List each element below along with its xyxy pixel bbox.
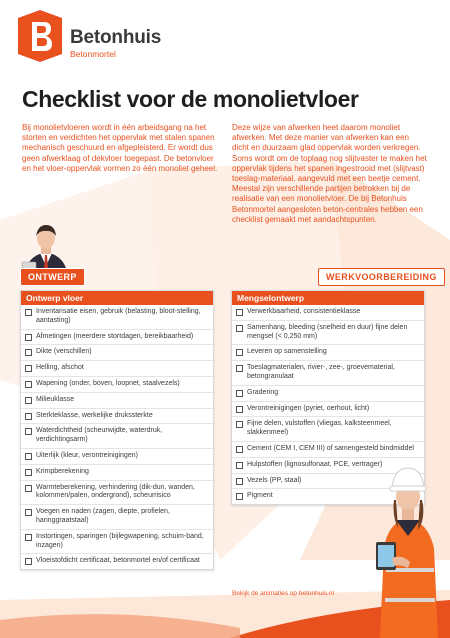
checklist-item[interactable]: [21, 392, 213, 408]
checklist-item[interactable]: [232, 344, 424, 360]
checkbox[interactable]: [25, 309, 32, 316]
checkbox[interactable]: [25, 558, 32, 565]
checklist-item-label: Vezels (PP, staal): [247, 476, 302, 484]
checklist-item-label: Vloeistofdicht certificaat, betonmortel en/of certificaat: [36, 557, 200, 565]
checklist-item[interactable]: [21, 464, 213, 480]
checkbox[interactable]: [25, 413, 32, 420]
checklist-item[interactable]: [21, 423, 213, 448]
checklist-item[interactable]: [232, 305, 424, 320]
checklist-item-label: Krimpberekening: [36, 467, 89, 475]
checklist-item-label: Instortingen, sparingen (bijlegwapening, schuim-band, inzagen): [36, 532, 204, 549]
checkbox[interactable]: [236, 309, 243, 316]
checklist-item[interactable]: [21, 344, 213, 360]
checkbox[interactable]: [236, 446, 243, 453]
checklist-item-label: Waterdichtheid (scheurwijdte, waterdruk, verdichtingsarm): [36, 427, 163, 444]
checkbox[interactable]: [25, 397, 32, 404]
checkbox[interactable]: [25, 428, 32, 435]
checklist-item[interactable]: [21, 448, 213, 464]
checklist-item[interactable]: [232, 401, 424, 417]
checklist-ontwerp-vloer: [20, 290, 214, 570]
checkbox[interactable]: [25, 381, 32, 388]
checkbox[interactable]: [236, 478, 243, 485]
checklist-item-label: Afmetingen (meerdere stortdagen, bereikbaarheid): [36, 332, 194, 340]
checklist-heading: Ontwerp vloer: [21, 291, 213, 305]
betonhuis-logo-icon: [18, 10, 62, 62]
checkbox[interactable]: [236, 365, 243, 372]
intro-left: Bij monolietvloeren wordt in één arbeidsgang na het storten en verdichten het oppervlak met stalen spanen mechanisch geschuurd en afgepleisterd. Er wordt dus geen afwerklaag of dekvloer toegepast. De betonvloer en het vloer-oppervlak vormen zo één monoliet geheel.: [22, 123, 218, 173]
checklist-item-label: Milieuklasse: [36, 395, 75, 403]
checklist-item-label: Fijne delen, vulstoffen (vliegas, kalksteenmeel, slakkenmeel): [247, 420, 392, 437]
checkbox[interactable]: [236, 349, 243, 356]
checklist-item-label: Hulpstoffen (lignosulfonaat, PCE, vertrager): [247, 460, 383, 468]
checklist-item-label: Gradering: [247, 388, 279, 396]
checkbox[interactable]: [25, 509, 32, 516]
page-title: Checklist voor de monolietvloer: [22, 86, 359, 112]
checkbox[interactable]: [25, 453, 32, 460]
checklist-item[interactable]: [232, 360, 424, 385]
checklist-item-label: Verontreinigingen (pyriet, oerhout, licht): [247, 404, 370, 412]
footer-link[interactable]: Bekijk de animaties op betonhuis.nl: [232, 590, 334, 597]
brand-subtitle: Betonmortel: [70, 49, 116, 59]
checkbox[interactable]: [236, 421, 243, 428]
construction-worker-illustration-icon: [366, 438, 450, 638]
checklist-item[interactable]: [21, 376, 213, 392]
checklist-items: [21, 305, 213, 569]
checklist-item-label: Uiterlijk (kleur, verontreinigingen): [36, 451, 138, 459]
checklist-heading: Mengselontwerp: [232, 291, 424, 305]
checklist-item-label: Leveren op samenstelling: [247, 348, 327, 356]
checklist-item[interactable]: [21, 553, 213, 569]
checklist-item-label: Inventarisatie eisen, gebruik (belasting, bloot-stelling, aantasting): [36, 308, 201, 324]
checklist-item[interactable]: [21, 529, 213, 554]
checklist-item[interactable]: [21, 408, 213, 424]
checklist-item-label: Pigment: [247, 492, 273, 500]
checklist-item[interactable]: [21, 329, 213, 345]
checklist-item-label: Toeslagmaterialen, rivier-, zee-, groevematerial, betongranulaat: [247, 364, 395, 380]
checkbox[interactable]: [25, 485, 32, 492]
checklist-item-label: Helling, afschot: [36, 364, 84, 372]
checklist-item-label: Warmteberekening, verhindering (dik-dun, wanden, kolommen/palen, ondergrond), scheurrisico: [36, 483, 195, 500]
section-tag-ontwerp: ONTWERP: [20, 268, 85, 286]
checklist-item-label: Voegen en naden (zagen, diepte, profielen, haringgraatstaal): [36, 508, 170, 524]
checklist-item-label: Sterkteklasse, werkelijke drukssterkte: [36, 411, 153, 419]
checklist-item-label: Cement (CEM I, CEM III) of samengesteld bindmiddel: [247, 444, 414, 452]
checkbox[interactable]: [236, 406, 243, 413]
checklist-item[interactable]: [21, 360, 213, 376]
checkbox[interactable]: [236, 493, 243, 500]
checklist-item-label: Samenhang, bleeding (snelheid en duur) fijne delen mengsel (< 0,250 mm): [247, 323, 408, 340]
checkbox[interactable]: [236, 325, 243, 332]
checkbox[interactable]: [236, 390, 243, 397]
checkbox[interactable]: [25, 365, 32, 372]
checklist-item[interactable]: [232, 320, 424, 345]
checkbox[interactable]: [236, 462, 243, 469]
checkbox[interactable]: [25, 349, 32, 356]
checklist-item-label: Dikte (verschillen): [36, 348, 92, 356]
checklist-item[interactable]: [21, 480, 213, 505]
brand[interactable]: [70, 28, 161, 59]
section-tag-werkvoorbereiding: WERKVOORBEREIDING: [318, 268, 445, 286]
checklist-item[interactable]: [21, 305, 213, 329]
checklist-item-label: Verwerkbaarheid, consistentieklasse: [247, 308, 361, 315]
checklist-item[interactable]: [232, 385, 424, 401]
checkbox[interactable]: [25, 534, 32, 541]
intro-right: Deze wijze van afwerken heet daarom monoliet afwerken. Met deze manier van afwerken kan een dicht en duurzaam glad oppervlak worden verkregen. Soms wordt om de toplaag nog slijtvaster te maken het oppervlak tijdens het spanen ingestrooid met (slijtvast) toeslag-materiaal, aangevuld met een beetje cement. Meestal zijn verschillende partijen betrokken bij de realisatie van een monolietvloer. De bij Betonhuis Betonmortel aangesloten beton-centrales hebben een checklist gemaakt met aandachtspunten.: [232, 123, 427, 224]
checkbox[interactable]: [25, 334, 32, 341]
checkbox[interactable]: [25, 469, 32, 476]
checklist-item-label: Wapening (onder, boven, loopnet, staalvezels): [36, 379, 180, 387]
checklist-item[interactable]: [21, 504, 213, 529]
brand-name: Betonhuis: [70, 27, 162, 48]
